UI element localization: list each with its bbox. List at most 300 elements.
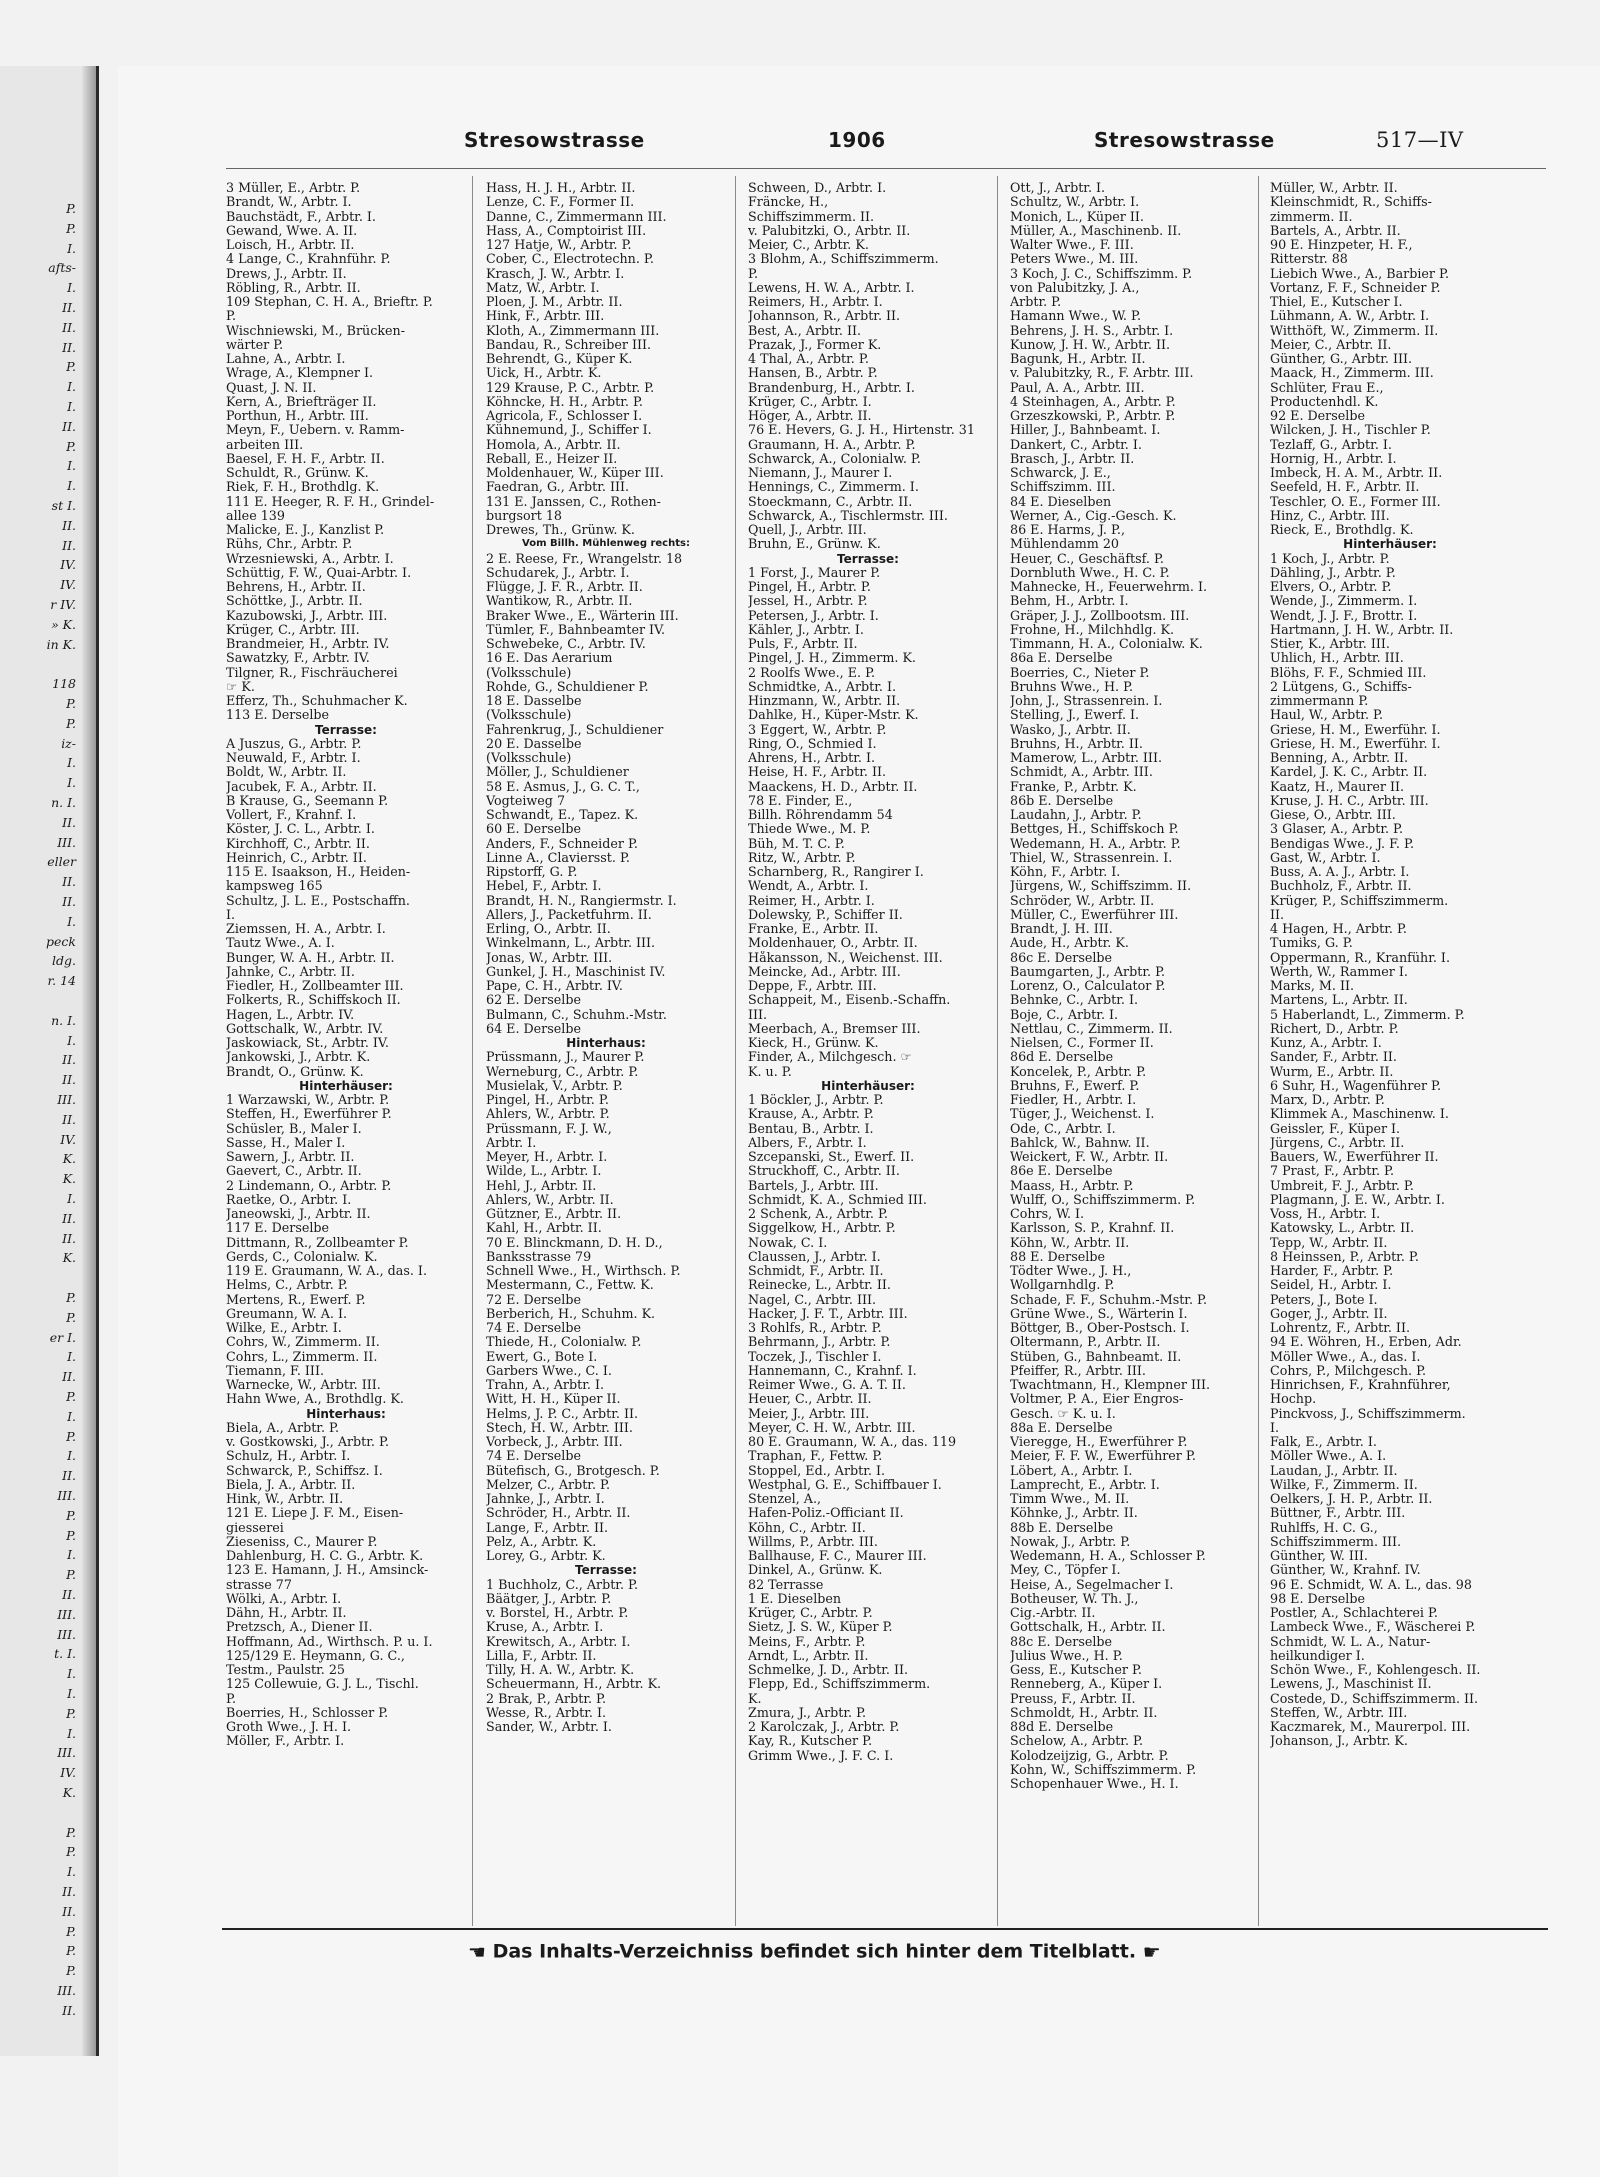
directory-entry: Hinterhäuser:	[821, 1078, 915, 1093]
directory-entry: 7 Prast, F., Arbtr. P.	[1270, 1164, 1395, 1179]
directory-entry: Behrendt, G., Küper K.	[486, 352, 633, 366]
margin-fragment: II.	[62, 300, 76, 315]
directory-entry: Laudan, J., Arbtr. II.	[1270, 1463, 1398, 1478]
directory-entry: Flügge, J. F. R., Arbtr. II.	[486, 580, 643, 594]
directory-entry: Hahn Wwe, A., Brothdlg. K.	[226, 1392, 404, 1407]
directory-entry: Sander, F., Arbtr. II.	[1270, 1050, 1397, 1065]
directory-entry: Schüttig, F. W., Quai-Arbtr. I.	[226, 565, 412, 580]
directory-entry: Meier, C., Arbtr. II.	[1270, 337, 1392, 352]
margin-fragment: I.	[67, 913, 76, 929]
directory-entry: Kahl, H., Arbtr. II.	[486, 1221, 602, 1236]
directory-entry: Cober, C., Electrotechn. P.	[486, 252, 654, 267]
directory-entry: 4 Hagen, H., Arbtr. P.	[1270, 922, 1407, 936]
directory-entry: Håkansson, N., Weichenst. III.	[748, 950, 943, 965]
directory-entry: Harder, F., Arbtr. P.	[1270, 1264, 1394, 1278]
directory-column-4	[1010, 181, 1250, 1791]
directory-entry: Gottschalk, H., Arbtr. II.	[1010, 1620, 1166, 1635]
directory-entry: 88d E. Derselbe	[1010, 1720, 1114, 1734]
directory-entry: Tautz Wwe., A. I.	[226, 936, 335, 951]
directory-entry: Gesch. ☞ K. u. I.	[1010, 1406, 1116, 1421]
directory-entry: Thiede Wwe., M. P.	[748, 822, 871, 837]
directory-entry: Erling, O., Arbtr. II.	[486, 922, 611, 936]
directory-entry: Pingel, H., Arbtr. P.	[748, 580, 871, 594]
directory-entry: 88c E. Derselbe	[1010, 1634, 1113, 1649]
directory-entry: Nagel, C., Arbtr. III.	[748, 1292, 877, 1307]
directory-entry: Lorenz, O., Calculator P.	[1010, 979, 1166, 993]
directory-entry: Jessel, H., Arbtr. P.	[748, 594, 868, 609]
directory-entry: Karlsson, S. P., Krahnf. II.	[1010, 1221, 1175, 1236]
margin-fragment: II.	[62, 894, 76, 909]
directory-entry: Gerds, C., Colonialw. K.	[226, 1249, 378, 1264]
directory-entry: Fahrenkrug, J., Schuldiener	[486, 722, 664, 737]
directory-entry: Oppermann, R., Kranführ. I.	[1270, 950, 1450, 965]
directory-entry: Hass, A., Comptoirist III.	[486, 223, 647, 238]
previous-page-edge	[0, 66, 99, 2056]
directory-entry: Köhnke, J., Arbtr. II.	[1010, 1506, 1138, 1521]
directory-entry: 76 E. Hevers, G. J. H., Hirtenstr. 31	[748, 423, 975, 438]
directory-entry: Heuer, C., Geschäftsf. P.	[1010, 551, 1164, 566]
directory-entry: Werneburg, C., Arbtr. P.	[486, 1064, 639, 1079]
directory-entry: A Juszus, G., Arbtr. P.	[226, 736, 362, 751]
directory-entry: Schüsler, B., Maler I.	[226, 1121, 362, 1136]
directory-entry: Heise, A., Segelmacher I.	[1010, 1577, 1174, 1592]
margin-fragment: P.	[66, 1290, 76, 1305]
directory-entry: Franke, P., Arbtr. K.	[1010, 779, 1137, 794]
margin-fragment: II.	[62, 1369, 76, 1385]
margin-fragment: P.	[66, 1844, 76, 1860]
directory-entry: Werner, A., Cig.-Gesch. K.	[1010, 508, 1177, 523]
directory-entry: Pinckvoss, J., Schiffszimmerm.	[1270, 1406, 1466, 1421]
directory-entry: Hinterhaus:	[306, 1406, 386, 1421]
directory-entry: Hacker, J. F. T., Arbtr. III.	[748, 1306, 908, 1321]
directory-entry: Sietz, J. S. W., Küper P.	[748, 1620, 893, 1635]
directory-entry: Schnell Wwe., H., Wirthsch. P.	[486, 1264, 681, 1278]
directory-entry: Cohrs, W., Zimmerm. II.	[226, 1335, 380, 1350]
directory-entry: 1 Buchholz, C., Arbtr. P.	[486, 1577, 639, 1592]
margin-fragment: II.	[62, 1111, 76, 1127]
directory-entry: 3 Koch, J. C., Schiffszimm. P.	[1010, 266, 1193, 281]
directory-entry: Meier, J., Arbtr. III.	[748, 1406, 870, 1421]
margin-fragment: I.	[67, 755, 76, 771]
directory-entry: Drewes, Th., Grünw. K.	[486, 523, 635, 537]
directory-entry: Schön Wwe., F., Kohlengesch. II.	[1270, 1663, 1481, 1677]
directory-entry: Meyn, F., Uebern. v. Ramm-	[226, 423, 405, 438]
directory-entry: Terrasse:	[575, 1563, 637, 1578]
directory-entry: Hennings, C., Zimmerm. I.	[748, 480, 919, 495]
directory-entry: 8 Heinssen, P., Arbtr. P.	[1270, 1249, 1419, 1264]
directory-entry: Jaskowiack, St., Arbtr. IV.	[226, 1036, 389, 1050]
directory-entry: P.	[226, 1691, 236, 1706]
directory-entry: v. Gostkowski, J., Arbtr. P.	[226, 1435, 389, 1449]
margin-fragment: I.	[67, 399, 76, 414]
directory-entry: Wrage, A., Klempner I.	[226, 366, 374, 381]
page-number: 517—IV	[1376, 128, 1464, 152]
directory-entry: 3 Rohlfs, R., Arbtr. P.	[748, 1321, 882, 1335]
directory-entry: 1 Warzawski, W., Arbtr. P.	[226, 1093, 390, 1107]
margin-fragment: II.	[62, 1230, 76, 1246]
margin-fragment: I.	[67, 1032, 76, 1048]
directory-entry: Reimer, H., Arbtr. I.	[748, 893, 875, 908]
margin-fragment: st I.	[51, 498, 76, 513]
margin-fragment: P.	[66, 1824, 76, 1840]
directory-entry: Büh, M. T. C. P.	[748, 836, 845, 851]
directory-entry: Rieck, E., Brothdlg. K.	[1270, 523, 1414, 537]
directory-entry: Gunkel, J. H., Maschinist IV.	[486, 964, 666, 979]
directory-entry: Stüben, G., Bahnbeamt. II.	[1010, 1349, 1182, 1364]
margin-fragment: III.	[57, 1983, 76, 1998]
directory-entry: Drews, J., Arbtr. II.	[226, 266, 347, 281]
directory-entry: 88a E. Derselbe	[1010, 1420, 1113, 1435]
directory-entry: Heise, H. F., Arbtr. II.	[748, 765, 887, 780]
directory-entry: Arndt, L., Arbtr. II.	[748, 1648, 869, 1663]
directory-entry: Sander, W., Arbtr. I.	[486, 1720, 612, 1734]
directory-entry: 86e E. Derselbe	[1010, 1164, 1113, 1179]
directory-entry: Ott, J., Arbtr. I.	[1010, 181, 1106, 195]
directory-entry: Cohrs, W. I.	[1010, 1207, 1085, 1221]
margin-fragment: I.	[67, 1191, 76, 1206]
directory-entry: Ring, O., Schmied I.	[748, 736, 877, 751]
directory-entry: 3 Eggert, W., Arbtr. P.	[748, 722, 887, 737]
directory-entry: Jürgens, W., Schiffszimm. II.	[1010, 879, 1192, 894]
directory-entry: Hagen, L., Arbtr. IV.	[226, 1007, 355, 1022]
directory-entry: Wulff, O., Schiffszimmerm. P.	[1010, 1192, 1196, 1207]
directory-entry: wärter P.	[226, 337, 284, 352]
directory-entry: Hochp.	[1270, 1392, 1317, 1407]
directory-entry: Buchholz, F., Arbtr. II.	[1270, 879, 1412, 894]
directory-entry: Raetke, O., Arbtr. I.	[226, 1192, 352, 1207]
directory-entry: Hamann Wwe., W. P.	[1010, 309, 1141, 324]
directory-entry: Lilla, F., Arbtr. II.	[486, 1648, 597, 1663]
directory-entry: Elvers, O., Arbtr. P.	[1270, 580, 1392, 594]
directory-entry: Kruse, J. H. C., Arbtr. III.	[1270, 793, 1429, 808]
directory-entry: Wedemann, H. A., Schlosser P.	[1010, 1549, 1206, 1563]
margin-fragment: IV.	[60, 1765, 76, 1781]
directory-entry: Tilgner, R., Fischräucherei	[226, 665, 398, 680]
directory-entry: III.	[748, 1007, 768, 1022]
directory-entry: Schwarck, A., Tischlermstr. III.	[748, 508, 948, 523]
directory-entry: Wollgarnhdlg. P.	[1010, 1278, 1115, 1293]
directory-entry: Willms, P., Arbtr. III.	[748, 1534, 878, 1549]
directory-entry: Jacubek, F. A., Arbtr. II.	[226, 779, 377, 794]
directory-entry: Geissler, F., Küper I.	[1270, 1121, 1401, 1136]
directory-entry: Garbers Wwe., C. I.	[486, 1363, 612, 1378]
directory-entry: Schwebeke, C., Arbtr. IV.	[486, 637, 646, 651]
directory-entry: Vieregge, H., Ewerführer P.	[1010, 1435, 1188, 1449]
directory-entry: 111 E. Heeger, R. F. H., Grindel-	[226, 494, 435, 509]
directory-entry: 4 Lange, C., Krahnführ. P.	[226, 252, 391, 267]
directory-entry: Schopenhauer Wwe., H. I.	[1010, 1777, 1179, 1791]
margin-fragment: P.	[66, 1389, 76, 1404]
margin-fragment: 118	[52, 676, 76, 692]
directory-entry: Brandenburg, H., Arbtr. I.	[748, 380, 915, 395]
directory-entry: 2 E. Reese, Fr., Wrangelstr. 18	[486, 551, 683, 566]
header-rule	[226, 168, 1546, 169]
directory-entry: Schröder, W., Arbtr. II.	[1010, 893, 1155, 908]
directory-column-3	[748, 181, 988, 1763]
directory-entry: Melzer, C., Arbtr. P.	[486, 1477, 611, 1492]
directory-entry: Wilcken, J. H., Tischler P.	[1270, 423, 1431, 438]
directory-entry: Jonas, W., Arbtr. III.	[486, 950, 613, 965]
directory-entry: Anders, F., Schneider P.	[486, 836, 638, 851]
directory-entry: Behrmann, J., Arbtr. P.	[748, 1335, 891, 1350]
directory-entry: 123 E. Hamann, J. H., Amsinck-	[226, 1563, 429, 1578]
footer-notice	[468, 1940, 1161, 1964]
directory-entry: 2 Brak, P., Arbtr. P.	[486, 1691, 607, 1706]
directory-entry: Schmidtke, A., Arbtr. I.	[748, 679, 897, 694]
margin-fragment: I.	[67, 240, 76, 256]
directory-entry: Bunger, W. A. H., Arbtr. II.	[226, 950, 395, 965]
margin-fragment: r IV.	[50, 597, 76, 612]
directory-entry: 6 Suhr, H., Wagenführer P.	[1270, 1078, 1442, 1093]
directory-entry: I.	[226, 907, 236, 922]
margin-fragment: eller	[47, 854, 76, 870]
directory-entry: Berberich, H., Schuhm. K.	[486, 1306, 656, 1321]
directory-entry: 72 E. Derselbe	[486, 1292, 581, 1307]
directory-entry: Loisch, H., Arbtr. II.	[226, 238, 355, 252]
directory-entry: Moldenhauer, W., Küper III.	[486, 466, 664, 480]
directory-entry: Twachtmann, H., Klempner III.	[1010, 1378, 1211, 1392]
directory-entry: Brandt, W., Arbtr. I.	[226, 195, 352, 210]
directory-entry: Witt, H. H., Küper II.	[486, 1392, 621, 1407]
margin-fragment: IV.	[60, 577, 76, 593]
directory-entry: Maack, H., Zimmerm. III.	[1270, 366, 1434, 381]
directory-entry: Kunow, J. H. W., Arbtr. II.	[1010, 337, 1171, 352]
directory-entry: Maass, H., Arbtr. P.	[1010, 1178, 1134, 1193]
directory-entry: Wendt, A., Arbtr. I.	[748, 879, 869, 894]
margin-fragment: P.	[66, 1705, 76, 1721]
directory-entry: 86b E. Derselbe	[1010, 793, 1114, 808]
directory-entry: K. u. P.	[748, 1064, 792, 1079]
directory-entry: 90 E. Hinzpeter, H. F.,	[1270, 238, 1413, 252]
directory-entry: Klimmek A., Maschinenw. I.	[1270, 1107, 1449, 1122]
directory-entry: Wilde, L., Arbtr. I.	[486, 1164, 602, 1179]
directory-entry: Hink, F., Arbtr. III.	[486, 309, 605, 324]
directory-entry: Peters, J., Bote I.	[1270, 1292, 1378, 1307]
footer-notice-text: Das Inhalts-Verzeichniss befindet sich hinter dem Titelblatt.	[492, 1940, 1137, 1963]
directory-entry: Ploen, J. M., Arbtr. II.	[486, 295, 623, 309]
directory-entry: 82 Terrasse	[748, 1577, 824, 1592]
directory-entry: Schmidt, F., Arbtr. II.	[748, 1264, 884, 1278]
directory-entry: Bandau, R., Schreiber III.	[486, 337, 652, 352]
directory-entry: Monich, L., Küper II.	[1010, 209, 1144, 224]
directory-entry: Pfeiffer, R., Arbtr. III.	[1010, 1363, 1146, 1378]
directory-entry: Meerbach, A., Bremser III.	[748, 1021, 921, 1036]
directory-entry: Bartels, A., Arbtr. II.	[1270, 223, 1401, 238]
directory-entry: Wilke, E., Arbtr. I.	[226, 1321, 342, 1335]
directory-entry: Malicke, E. J., Kanzlist P.	[226, 523, 385, 537]
directory-entry: Bendigas Wwe., J. F. P.	[1270, 836, 1414, 851]
margin-fragment: P.	[66, 220, 76, 236]
directory-entry: Walter Wwe., F. III.	[1010, 238, 1134, 252]
directory-entry: Rohde, G., Schuldiener P.	[486, 679, 649, 694]
directory-entry: Schmelke, J. D., Arbtr. II.	[748, 1663, 909, 1677]
directory-entry: Lewens, H. W. A., Arbtr. I.	[748, 280, 915, 295]
directory-entry: Vollert, F., Krahnf. I.	[226, 808, 357, 822]
directory-entry: Bettges, H., Schiffskoch P.	[1010, 822, 1179, 837]
margin-fragment: P.	[66, 438, 76, 454]
directory-entry: Jürgens, C., Arbtr. II.	[1270, 1135, 1405, 1150]
directory-entry: Ballhause, F. C., Maurer III.	[748, 1549, 927, 1563]
directory-entry: Benning, A., Arbtr. II.	[1270, 751, 1409, 765]
directory-entry: Faedran, G., Arbtr. III.	[486, 480, 630, 495]
directory-entry: Schwandt, E., Tapez. K.	[486, 808, 639, 822]
directory-entry: Cig.-Arbtr. II.	[1010, 1606, 1096, 1620]
directory-entry: Kähler, J., Arbtr. I.	[748, 622, 864, 637]
margin-fragment: II.	[62, 1884, 76, 1899]
column-divider	[1258, 176, 1259, 1926]
directory-entry: Brandt, H. N., Rangiermstr. I.	[486, 893, 677, 908]
directory-entry: Timmann, H. A., Colonialw. K.	[1010, 637, 1203, 651]
directory-entry: Höger, A., Arbtr. II.	[748, 409, 872, 423]
directory-entry: Seefeld, H. F., Arbtr. II.	[1270, 480, 1420, 495]
margin-fragment: III.	[57, 1488, 76, 1503]
directory-entry: 64 E. Derselbe	[486, 1021, 581, 1036]
directory-entry: Thiel, E., Kutscher I.	[1270, 295, 1403, 309]
directory-entry: Stenzel, A.,	[748, 1492, 822, 1506]
directory-entry: Wedemann, H. A., Arbtr. P.	[1010, 836, 1181, 851]
directory-entry: Allers, J., Packetfuhrm. II.	[486, 907, 652, 922]
directory-entry: Heinrich, C., Arbtr. II.	[226, 850, 367, 865]
directory-entry: Lorey, G., Arbtr. K.	[486, 1549, 606, 1563]
directory-entry: ☞ K.	[226, 679, 255, 694]
directory-entry: Bahlck, W., Bahnw. II.	[1010, 1135, 1150, 1150]
directory-column-2	[486, 181, 726, 1734]
directory-entry: Terrasse:	[315, 722, 377, 737]
directory-entry: Hiller, J., Bahnbeamt. I.	[1010, 423, 1161, 438]
directory-entry: Graumann, H. A., Arbtr. P.	[748, 437, 916, 452]
margin-fragment: K.	[62, 1785, 76, 1800]
margin-fragment: I.	[67, 1408, 76, 1424]
directory-entry: Köster, J. C. L., Arbtr. I.	[226, 822, 375, 837]
directory-entry: Mamerow, L., Arbtr. III.	[1010, 751, 1162, 765]
directory-entry: Boldt, W., Arbtr. II.	[226, 765, 347, 780]
directory-entry: Koncelek, P., Arbtr. P.	[1010, 1064, 1147, 1079]
directory-entry: Hafen-Poliz.-Officiant II.	[748, 1506, 904, 1521]
directory-entry: Giese, O., Arbtr. III.	[1270, 808, 1396, 822]
directory-entry: Lambeck Wwe., F., Wäscherei P.	[1270, 1620, 1476, 1635]
directory-entry: 58 E. Asmus, J., G. C. T.,	[486, 779, 640, 794]
directory-entry: Prazak, J., Former K.	[748, 337, 882, 352]
directory-entry: Wasko, J., Arbtr. II.	[1010, 722, 1131, 737]
directory-entry: Schröder, H., Arbtr. II.	[486, 1506, 631, 1521]
directory-entry: Puls, F., Arbtr. II.	[748, 637, 858, 651]
directory-entry: Lohrentz, F., Arbtr. II.	[1270, 1321, 1410, 1335]
directory-entry: Cohrs, L., Zimmerm. II.	[226, 1349, 378, 1364]
directory-entry: Bruhns, H., Arbtr. II.	[1010, 736, 1143, 751]
directory-entry: Kay, R., Kutscher P.	[748, 1734, 873, 1749]
directory-entry: 62 E. Derselbe	[486, 993, 581, 1008]
margin-fragment: II.	[62, 1468, 76, 1484]
directory-entry: Vogteiweg 7	[486, 793, 566, 808]
directory-entry: 1 Böckler, J., Arbtr. P.	[748, 1093, 884, 1107]
directory-entry: Tilly, H. A. W., Arbtr. K.	[486, 1663, 635, 1677]
directory-entry: Vortanz, F. F., Schneider P.	[1270, 280, 1441, 295]
margin-fragment: n. I.	[51, 1012, 76, 1028]
directory-entry: 113 E. Derselbe	[226, 708, 330, 723]
directory-entry: 92 E. Derselbe	[1270, 409, 1365, 423]
directory-entry: Zmura, J., Arbtr. P.	[748, 1705, 867, 1720]
directory-entry: Bauers, W., Ewerführer II.	[1270, 1150, 1439, 1164]
directory-entry: Mestermann, C., Fettw. K.	[486, 1278, 654, 1293]
directory-entry: 70 E. Blinckmann, D. H. D.,	[486, 1235, 663, 1250]
directory-entry: Ripstorff, G. P.	[486, 865, 578, 879]
directory-entry: Ritz, W., Arbtr. P.	[748, 850, 856, 865]
directory-entry: Bäätger, J., Arbtr. P.	[486, 1591, 612, 1606]
directory-entry: Bagunk, H., Arbtr. II.	[1010, 352, 1146, 366]
directory-entry: Teschler, O. E., Former III.	[1270, 494, 1441, 509]
margin-fragment: P.	[66, 1309, 76, 1325]
directory-entry: Köhn, C., Arbtr. II.	[748, 1520, 866, 1535]
directory-entry: 16 E. Das Aerarium	[486, 651, 613, 666]
directory-entry: Möller Wwe., A. I.	[1270, 1449, 1387, 1464]
directory-entry: Schwarck, J. E.,	[1010, 466, 1111, 480]
directory-entry: Fräncke, H.,	[748, 195, 829, 210]
directory-entry: Tümler, F., Bahnbeamter IV.	[486, 622, 666, 637]
directory-entry: Reimer Wwe., G. A. T. II.	[748, 1378, 906, 1392]
directory-entry: Schmidt, A., Arbtr. III.	[1010, 765, 1153, 780]
margin-fragment: P.	[66, 201, 76, 216]
directory-entry: (Volksschule)	[486, 751, 572, 765]
directory-entry: Schwarck, A., Colonialw. P.	[748, 451, 921, 466]
directory-entry: Oelkers, J. H. P., Arbtr. II.	[1270, 1492, 1433, 1506]
directory-entry: Steffen, W., Arbtr. III.	[1270, 1705, 1408, 1720]
directory-entry: Kunz, A., Arbtr. I.	[1270, 1036, 1382, 1050]
directory-entry: 125/129 E. Heymann, G. C.,	[226, 1648, 405, 1663]
directory-entry: Schulz, H., Arbtr. I.	[226, 1449, 351, 1464]
margin-fragment: P.	[66, 696, 76, 711]
directory-entry: Albers, F., Arbtr. I.	[748, 1135, 867, 1150]
directory-entry: Biela, A., Arbtr. P.	[226, 1420, 340, 1435]
directory-entry: Schuldt, R., Grünw. K.	[226, 466, 369, 480]
directory-entry: Lenze, C. F., Former II.	[486, 195, 635, 210]
margin-fragment: P.	[66, 1923, 76, 1939]
directory-entry: v. Palubitzky, R., F. Arbtr. III.	[1010, 366, 1194, 381]
directory-entry: Meier, C., Arbtr. K.	[748, 238, 869, 252]
margin-fragment: » K.	[51, 616, 76, 632]
directory-entry: Günther, W. III.	[1270, 1549, 1368, 1563]
directory-entry: Testm., Paulstr. 25	[226, 1663, 345, 1677]
directory-entry: Kirchhoff, C., Arbtr. II.	[226, 836, 370, 851]
directory-entry: Kardel, J. K. C., Arbtr. II.	[1270, 765, 1428, 780]
directory-entry: von Palubitzky, J. A.,	[1010, 280, 1140, 295]
directory-entry: 86d E. Derselbe	[1010, 1050, 1114, 1065]
directory-entry: Kohn, W., Schiffszimmerm. P.	[1010, 1762, 1197, 1777]
directory-entry: Hinterhäuser:	[299, 1078, 393, 1093]
directory-entry: 20 E. Dasselbe	[486, 736, 582, 751]
directory-entry: Bruhns Wwe., H. P.	[1010, 679, 1134, 694]
directory-entry: Nettlau, C., Zimmerm. II.	[1010, 1021, 1173, 1036]
directory-entry: Wantikow, R., Arbtr. II.	[486, 594, 633, 609]
directory-entry: Tumiks, G. P.	[1270, 936, 1353, 951]
directory-entry: Schwarck, P., Schiffsz. I.	[226, 1463, 383, 1478]
directory-entry: Gast, W., Arbtr. I.	[1270, 850, 1381, 865]
directory-entry: 121 E. Liepe J. F. M., Eisen-	[226, 1506, 404, 1521]
directory-entry: Lahne, A., Arbtr. I.	[226, 352, 346, 366]
directory-entry: Bauchstädt, F., Arbtr. I.	[226, 209, 376, 224]
directory-entry: Plagmann, J. E. W., Arbtr. I.	[1270, 1192, 1445, 1207]
directory-entry: Krüger, P., Schiffszimmerm.	[1270, 893, 1449, 908]
directory-entry: Kühnemund, J., Schiffer I.	[486, 423, 652, 438]
directory-entry: Wischniewski, M., Brücken-	[226, 323, 405, 338]
directory-entry: 1 Koch, J., Arbtr. P.	[1270, 551, 1390, 566]
margin-fragment: t. I.	[54, 1646, 76, 1662]
directory-entry: kampsweg 165	[226, 879, 323, 894]
directory-entry: Dahlke, H., Küper-Mstr. K.	[748, 708, 919, 723]
directory-entry: Matz, W., Arbtr. I.	[486, 280, 600, 295]
directory-entry: Deppe, F., Arbtr. III.	[748, 979, 877, 993]
directory-entry: Danne, C., Zimmermann III.	[486, 209, 667, 224]
directory-entry: Hebel, F., Arbtr. I.	[486, 879, 602, 894]
